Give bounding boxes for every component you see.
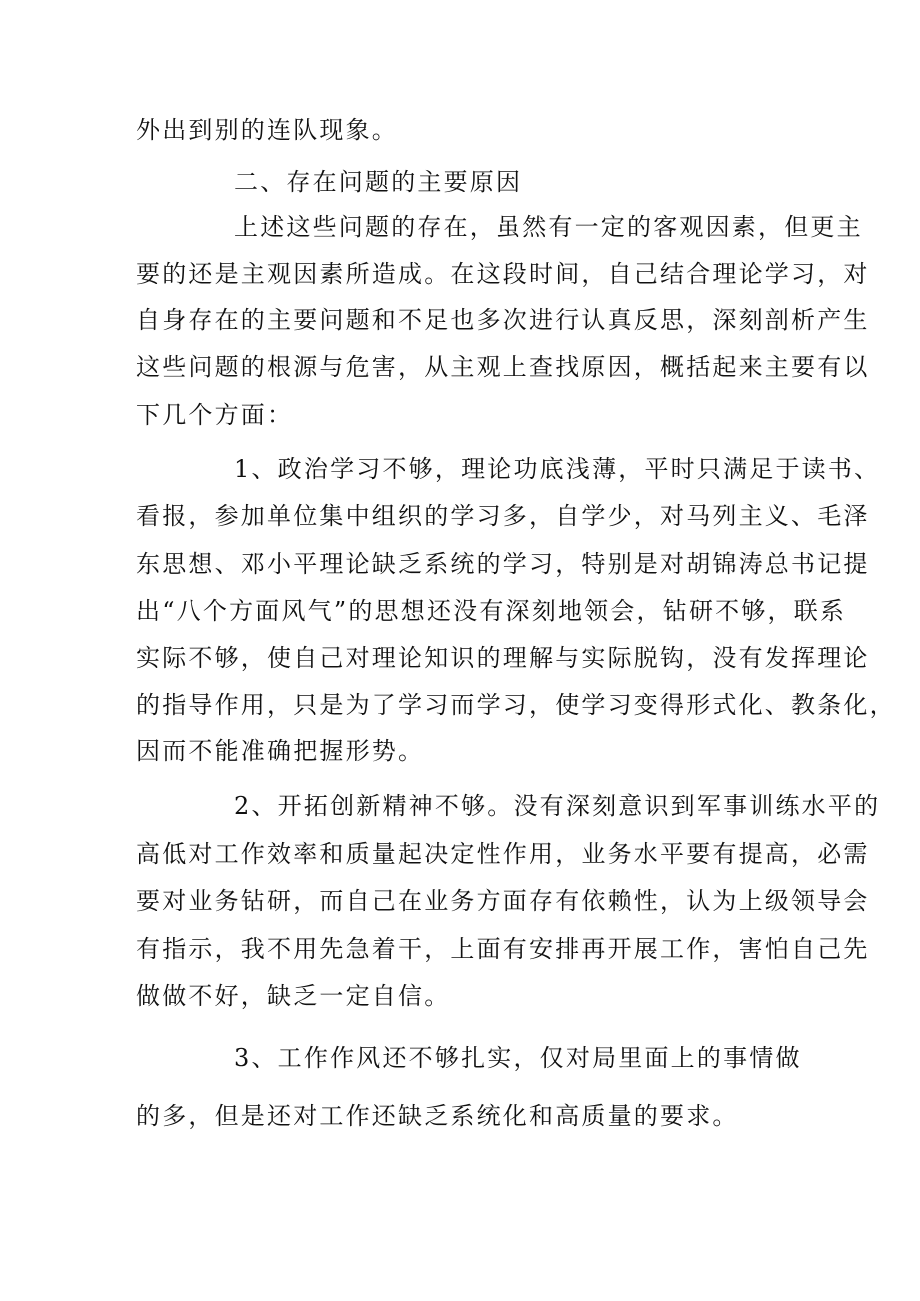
text-line: 3、工作作风还不够扎实，仅对局里面上的事情做 <box>234 1044 802 1072</box>
text-line: 有指示，我不用先急着干，上面有安排再开展工作，害怕自己先 <box>136 935 870 963</box>
text-line: 下几个方面： <box>136 401 294 429</box>
text-line: 做做不好，缺乏一定自信。 <box>136 982 451 1010</box>
text-line: 因而不能准确把握形势。 <box>136 737 425 765</box>
text-line: 这些问题的根源与危害，从主观上查找原因，概括起来主要有以 <box>136 353 870 381</box>
text-line: 高低对工作效率和质量起决定性作用，业务水平要有提高，必需 <box>136 840 870 868</box>
section-heading: 二、存在问题的主要原因 <box>234 168 523 196</box>
text-line: 看报，参加单位集中组织的学习多，自学少，对马列主义、毛泽 <box>136 502 870 530</box>
text-line: 1、政治学习不够，理论功底浅薄，平时只满足于读书、 <box>234 455 881 483</box>
text-line: 2、开拓创新精神不够。没有深刻意识到军事训练水平的 <box>234 792 881 820</box>
text-line: 实际不够，使自己对理论知识的理解与实际脱钩，没有发挥理论 <box>136 644 870 672</box>
text-line: 的多，但是还对工作还缺乏系统化和高质量的要求。 <box>136 1102 739 1130</box>
text-line: 的指导作用，只是为了学习而学习，使学习变得形式化、教条化， <box>136 691 896 719</box>
text-line: 上述这些问题的存在，虽然有一定的客观因素，但更主 <box>234 213 863 241</box>
text-line: 要的还是主观因素所造成。在这段时间，自己结合理论学习，对 <box>136 260 870 288</box>
text-line: 出“八个方面风气”的思想还没有深刻地领会，钻研不够，联系 <box>136 597 847 625</box>
text-line: 要对业务钻研，而自己在业务方面存有依赖性，认为上级领导会 <box>136 887 870 915</box>
text-line: 自身存在的主要问题和不足也多次进行认真反思，深刻剖析产生 <box>136 306 870 334</box>
text-line: 外出到别的连队现象。 <box>136 116 398 144</box>
text-line: 东思想、邓小平理论缺乏系统的学习，特别是对胡锦涛总书记提 <box>136 550 870 578</box>
